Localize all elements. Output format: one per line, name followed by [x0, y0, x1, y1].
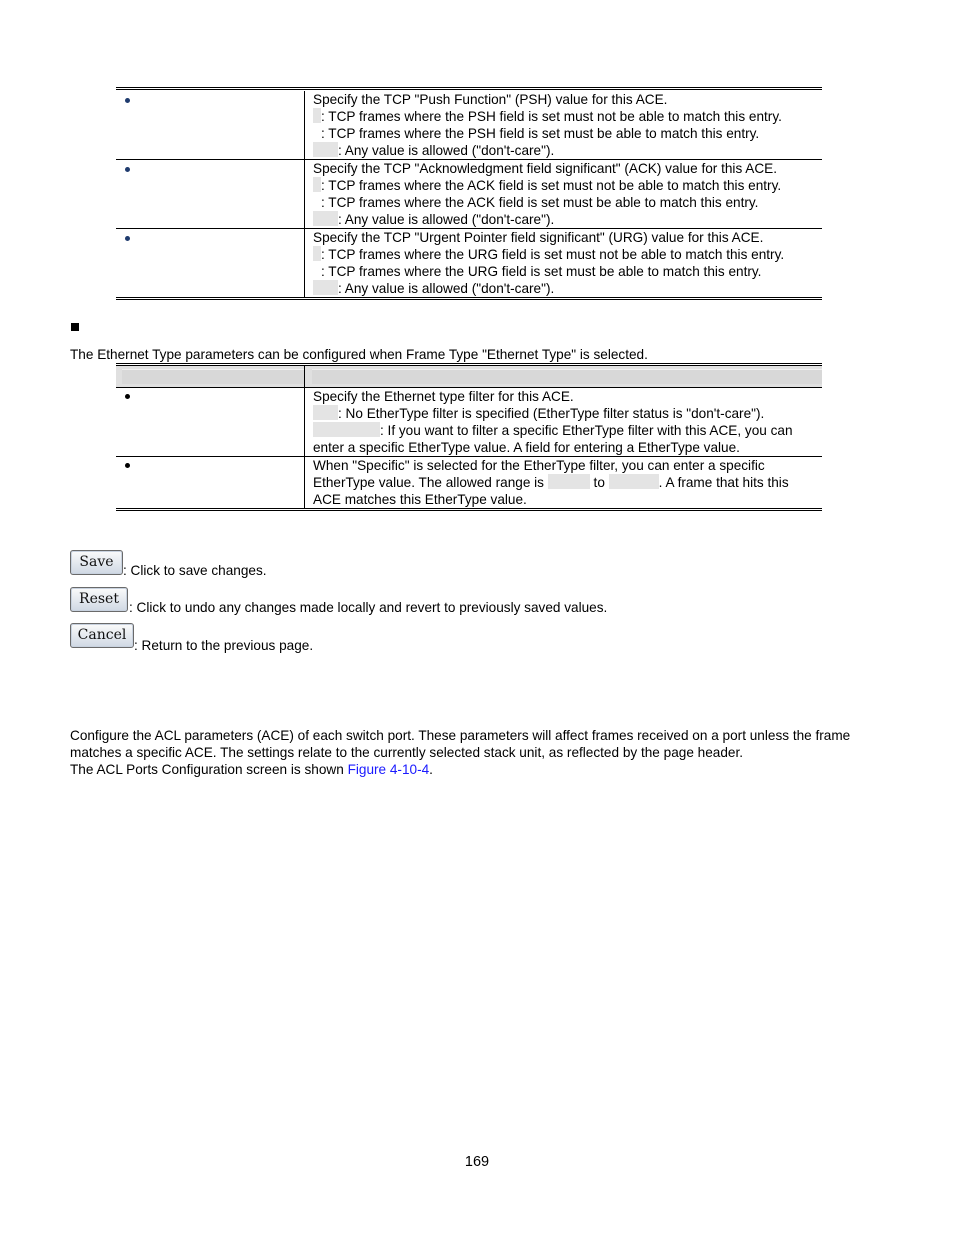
option-description: : TCP frames where the URG field is set must be able to match this entry. — [321, 264, 762, 279]
option-description: : Any value is allowed ("don't-care"). — [338, 143, 555, 158]
ethernet-intro: The Ethernet Type parameters can be configured when Frame Type "Ethernet Type" is selected. — [70, 347, 648, 362]
header-cell — [122, 369, 304, 384]
param-description: Specify the TCP "Push Function" (PSH) value for this ACE. — [313, 92, 668, 107]
reset-description: : Click to undo any changes made locally and revert to previously saved values. — [129, 600, 608, 615]
header-cell — [312, 369, 822, 384]
value-chip — [609, 474, 659, 489]
value-chip — [313, 108, 321, 123]
figure-link[interactable]: Figure 4-10-4 — [347, 762, 430, 777]
param-description: to — [593, 475, 605, 490]
table-header — [116, 365, 822, 388]
param-description: Specify the TCP "Urgent Pointer field significant" (URG) value for this ACE. — [313, 230, 764, 245]
value-chip — [548, 474, 590, 489]
option-description: : Any value is allowed ("don't-care"). — [338, 281, 555, 296]
paragraph-text: The ACL Ports Configuration screen is shown — [70, 762, 348, 777]
option-description: : TCP frames where the PSH field is set must not be able to match this entry. — [321, 109, 782, 124]
param-description: . A frame that hits this — [658, 475, 789, 490]
page-number: 169 — [464, 1154, 490, 1170]
param-description: Specify the TCP "Acknowledgment field significant" (ACK) value for this ACE. — [313, 161, 777, 176]
param-description: Specify the Ethernet type filter for this ACE. — [313, 389, 574, 404]
save-description: : Click to save changes. — [123, 563, 267, 578]
option-description: : TCP frames where the ACK field is set must not be able to match this entry. — [321, 178, 782, 193]
bullet-icon — [125, 236, 130, 241]
option-description: enter a specific EtherType value. A field for entering a EtherType value. — [313, 440, 740, 455]
table-row — [116, 160, 822, 229]
table-row — [116, 91, 822, 160]
table-row — [116, 229, 822, 299]
option-description: : TCP frames where the ACK field is set must be able to match this entry. — [321, 195, 759, 210]
value-chip — [313, 246, 321, 261]
option-description: : If you want to filter a specific EtherType filter with this ACE, you can — [380, 423, 793, 438]
paragraph-line: Configure the ACL parameters (ACE) of each switch port. These parameters will affect frames received on a port unless the frame — [70, 728, 851, 743]
option-description: : TCP frames where the URG field is set must not be able to match this entry. — [321, 247, 785, 262]
table-row — [116, 457, 822, 510]
save-button[interactable]: Save — [70, 550, 123, 575]
table-row — [116, 388, 822, 457]
cancel-description: : Return to the previous page. — [134, 638, 314, 653]
value-chip — [313, 405, 338, 420]
paragraph-text: . — [429, 762, 433, 777]
param-description: EtherType value. The allowed range is — [313, 475, 544, 490]
option-description: : Any value is allowed ("don't-care"). — [338, 212, 555, 227]
bullet-icon — [125, 167, 130, 172]
cancel-button[interactable]: Cancel — [70, 623, 134, 648]
param-description: ACE matches this EtherType value. — [313, 492, 527, 507]
value-chip — [313, 280, 338, 295]
value-chip — [313, 142, 338, 157]
bullet-icon — [125, 463, 130, 468]
reset-button[interactable]: Reset — [70, 587, 128, 612]
tcp-flags-table — [116, 91, 822, 300]
option-description: : No EtherType filter is specified (EtherType filter status is "don't-care"). — [338, 406, 765, 421]
ethernet-type-table — [116, 363, 822, 511]
section-bullet-icon — [71, 323, 79, 331]
tcp-table-top-rule — [116, 87, 822, 90]
ports-paragraph — [70, 727, 850, 778]
value-chip — [313, 422, 380, 437]
param-description: When "Specific" is selected for the EtherType filter, you can enter a specific — [313, 458, 765, 473]
bullet-icon — [125, 98, 130, 103]
option-description: : TCP frames where the PSH field is set must be able to match this entry. — [321, 126, 760, 141]
value-chip — [313, 177, 321, 192]
bullet-icon — [125, 394, 130, 399]
value-chip — [313, 211, 338, 226]
paragraph-line: matches a specific ACE. The settings relate to the currently selected stack unit, as reflected by the page header. — [70, 745, 744, 760]
